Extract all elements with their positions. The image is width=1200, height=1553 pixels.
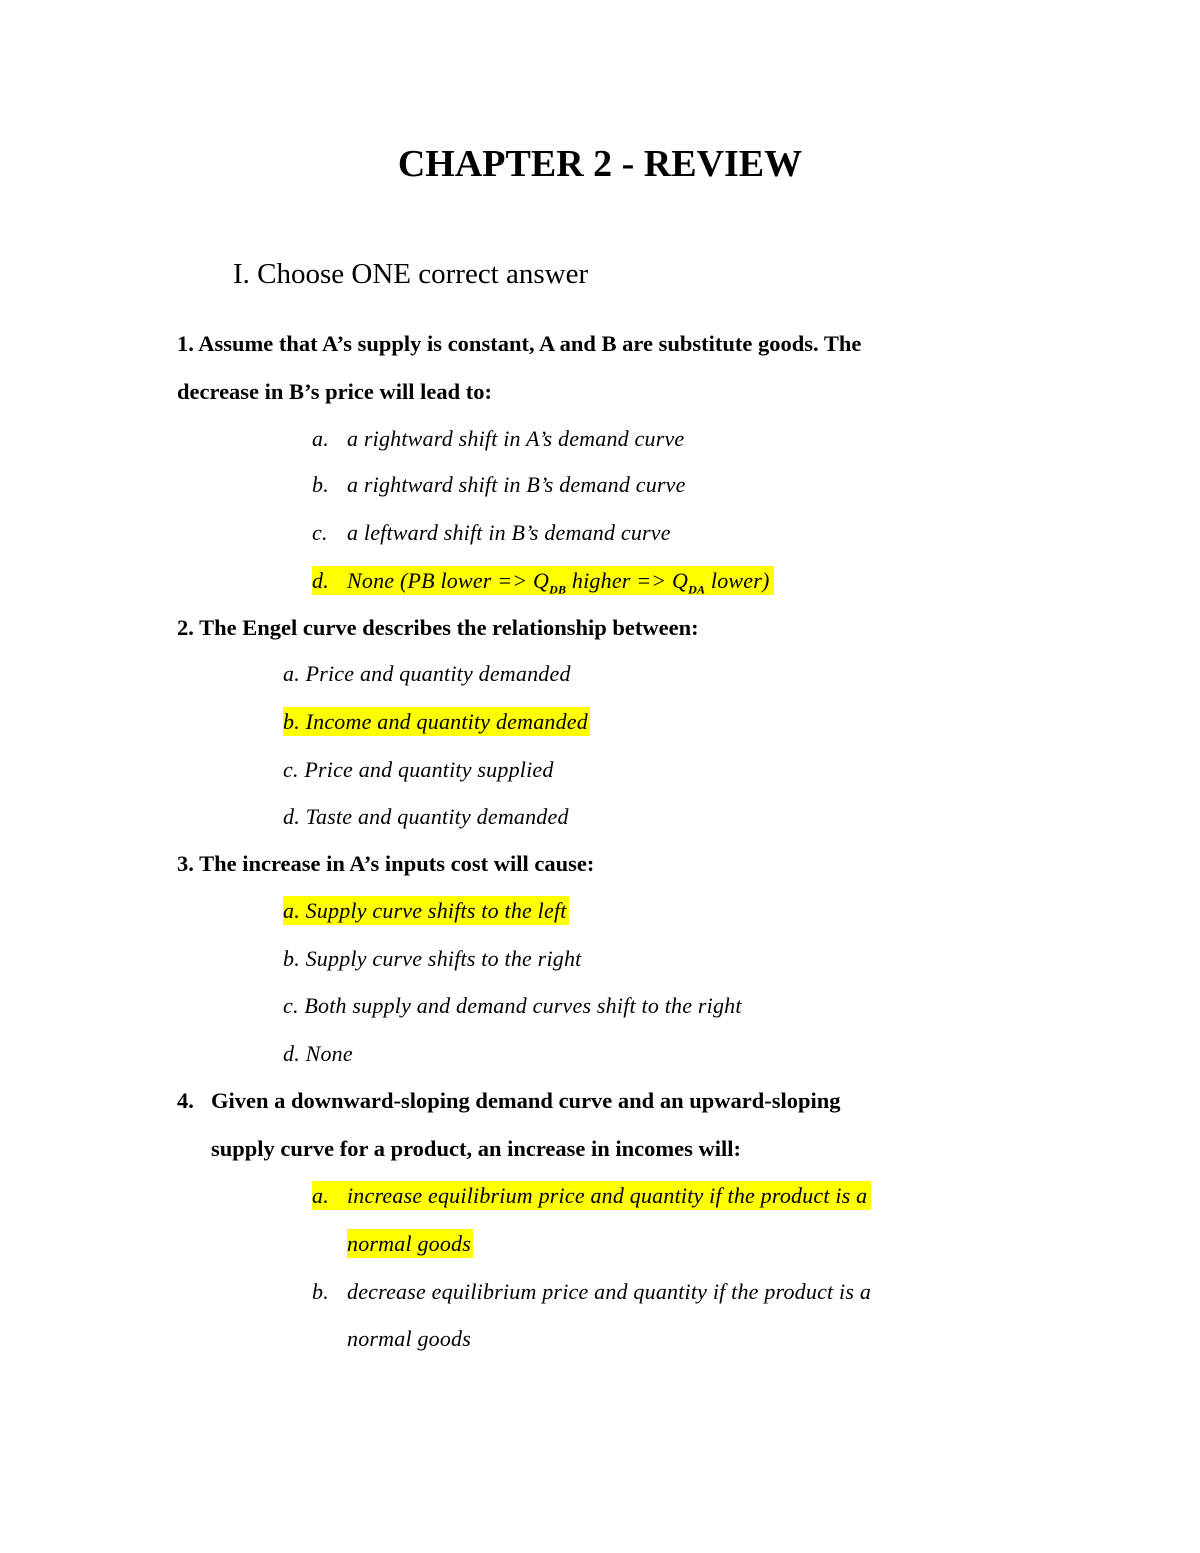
question-1-option-a	[312, 424, 684, 454]
option-letter: b.	[312, 472, 329, 497]
highlighted-answer: b. Income and quantity demanded	[283, 709, 588, 734]
subscript-da: DA	[688, 582, 706, 597]
question-4-line-1: Given a downward-sloping demand curve and an upward-sloping	[211, 1088, 841, 1113]
highlighted-answer: a. Supply curve shifts to the left	[283, 898, 567, 923]
option-letter: b.	[312, 1279, 329, 1304]
question-3-option-b: b. Supply curve shifts to the right	[283, 946, 582, 971]
option-text: a rightward shift in B’s demand curve	[347, 472, 686, 497]
question-2-option-d: d. Taste and quantity demanded	[283, 804, 569, 829]
question-3-option-c: c. Both supply and demand curves shift to the right	[283, 993, 742, 1018]
question-3-option-d: d. None	[283, 1041, 353, 1066]
question-4-line-2: supply curve for a product, an increase in incomes will:	[211, 1136, 742, 1161]
question-3-line-1: 3. The increase in A’s inputs cost will cause:	[177, 851, 595, 876]
option-text: increase equilibrium price and quantity if the product is a	[347, 1183, 868, 1208]
option-text: a rightward shift in A’s demand curve	[347, 426, 685, 451]
question-3-option-a	[283, 896, 569, 926]
option-letter: a.	[312, 426, 329, 451]
question-1-option-b	[312, 470, 686, 500]
question-4-option-a	[312, 1181, 871, 1211]
question-4-option-b-continued: normal goods	[347, 1326, 472, 1351]
question-1-line-1: 1. Assume that A’s supply is constant, A and B are substitute goods. The	[177, 331, 862, 356]
question-2-option-c: c. Price and quantity supplied	[283, 757, 554, 782]
question-4-option-b	[312, 1277, 871, 1307]
option-letter: a.	[312, 1183, 329, 1208]
question-1-option-d	[312, 566, 774, 604]
option-letter: c.	[312, 520, 328, 545]
question-2-option-a: a. Price and quantity demanded	[283, 661, 571, 686]
question-1-line-2: decrease in B’s price will lead to:	[177, 379, 492, 404]
option-letter: d.	[312, 568, 329, 593]
option-text: decrease equilibrium price and quantity if the product is a	[347, 1279, 872, 1304]
question-4-option-a-continued	[347, 1229, 473, 1259]
question-4-number: 4.	[177, 1088, 194, 1113]
page-title: CHAPTER 2 - REVIEW	[397, 143, 803, 185]
option-text: a leftward shift in B’s demand curve	[347, 520, 671, 545]
question-1-option-c	[312, 518, 671, 548]
question-2-option-b	[283, 707, 590, 737]
section-heading: I. Choose ONE correct answer	[233, 258, 589, 290]
highlighted-answer: normal goods	[347, 1231, 472, 1256]
subscript-db: DB	[549, 582, 567, 597]
option-text-2: higher => Q	[566, 568, 689, 593]
question-2-line-1: 2. The Engel curve describes the relationship between:	[177, 615, 699, 640]
option-text-1: None (PB lower => Q	[347, 568, 550, 593]
option-text-3: lower)	[705, 568, 770, 593]
